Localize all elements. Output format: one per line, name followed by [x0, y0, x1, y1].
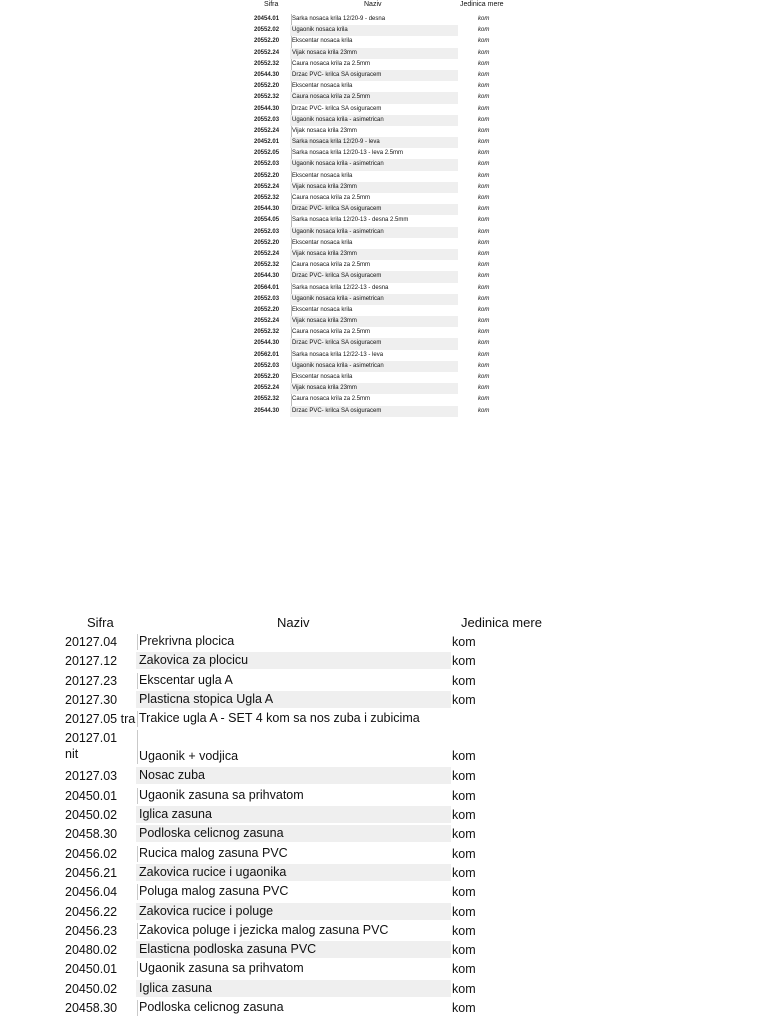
- cell-name: Sarka nosaca krila 12/22-13 - leva: [292, 351, 384, 358]
- table-row: [62, 959, 582, 978]
- cell-name: Ekscentar nosaca krila: [292, 374, 353, 380]
- parts-table-bottom: [62, 612, 582, 1016]
- cell-name: Sarka nosaca krila 12/22-13 - desna: [292, 284, 389, 291]
- table-row: [252, 104, 520, 115]
- cell-code: 20456.21: [65, 865, 138, 881]
- cell-code: 20552.20: [254, 171, 292, 182]
- table-row: [62, 766, 582, 785]
- cell-unit: kom: [478, 385, 490, 392]
- cell-code: 20127.05 tra: [65, 711, 138, 727]
- cell-name: Poluga malog zasuna PVC: [139, 884, 289, 899]
- table-row: [62, 940, 582, 959]
- cell-name: Zakovica poluge i jezicka malog zasuna PVC: [139, 922, 389, 937]
- cell-name: Caura nosaca krila za 2.5mm: [292, 60, 371, 67]
- cell-name: Ekscentar nosaca krila: [292, 306, 353, 313]
- cell-code: 20552.03: [254, 227, 292, 238]
- cell-unit: kom: [478, 250, 490, 257]
- cell-unit: kom: [452, 635, 476, 649]
- cell-name: Trakice ugla A - SET 4 kom sa nos zuba i zubicima: [139, 711, 420, 726]
- cell-unit: kom: [478, 161, 490, 168]
- table-body: [252, 14, 520, 417]
- table-row: [252, 59, 520, 70]
- cell-code: 20552.32: [254, 394, 292, 405]
- col-header-unit: Jedinica mere: [460, 1, 504, 8]
- col-header-code: Sifra: [87, 615, 114, 630]
- table-row: [252, 249, 520, 260]
- cell-unit: kom: [478, 295, 490, 302]
- cell-name: Drzac PVC- krilca SA osiguracem: [292, 105, 382, 112]
- cell-unit: kom: [452, 923, 476, 938]
- cell-unit: kom: [478, 262, 490, 269]
- cell-name: Zakovica rucice i ugaonika: [136, 864, 451, 881]
- cell-name: Elasticna podloska zasuna PVC: [136, 941, 451, 958]
- cell-code: 20552.20: [254, 81, 292, 92]
- cell-name: Vijak nosaca krila 23mm: [290, 182, 458, 193]
- table-row: [252, 92, 520, 103]
- cell-code: 20552.03: [254, 294, 292, 305]
- cell-unit: kom: [478, 195, 490, 201]
- cell-code: 20552.03: [254, 361, 292, 372]
- table-row: [252, 48, 520, 59]
- cell-name: Sarka nosaca krila 12/20-13 - desna 2.5mm: [292, 217, 409, 224]
- cell-name: Caura nosaca krila za 2.5mm: [290, 92, 458, 103]
- cell-name: Drzac PVC- krilca SA osiguracem: [290, 406, 458, 417]
- table-row: [62, 921, 582, 940]
- table-row: [252, 70, 520, 81]
- cell-code: 20450.01: [65, 788, 138, 804]
- cell-name: Ekscentar nosaca krila: [292, 172, 353, 179]
- table-row: [252, 372, 520, 383]
- table-row: [252, 25, 520, 36]
- table-row: [252, 115, 520, 126]
- cell-name: Vijak nosaca krila 23mm: [290, 316, 458, 327]
- table-row: [62, 863, 582, 882]
- cell-code: 20552.24: [254, 249, 292, 260]
- cell-code: 20554.05: [254, 215, 292, 226]
- cell-code: 20127.23: [65, 673, 138, 689]
- cell-code: 20562.01: [254, 350, 292, 361]
- cell-unit: kom: [452, 827, 476, 842]
- cell-unit: kom: [478, 351, 490, 358]
- cell-name: Ekscentar ugla A: [139, 672, 233, 687]
- table-row: [252, 271, 520, 282]
- cell-name: Zakovica za plocicu: [136, 652, 451, 669]
- cell-unit: kom: [478, 362, 490, 369]
- cell-name: Vijak nosaca krila 23mm: [292, 127, 357, 134]
- cell-name: Vijak nosaca krila 23mm: [290, 383, 458, 394]
- cell-code: 20127.12: [65, 653, 138, 669]
- cell-code: 20450.02: [65, 807, 138, 823]
- parts-table-top: [252, 0, 520, 414]
- cell-name: Iglica zasuna: [136, 980, 451, 997]
- cell-name: Iglica zasuna: [136, 806, 451, 823]
- table-row: [62, 844, 582, 863]
- table-row: [252, 260, 520, 271]
- cell-name: Vijak nosaca krila 23mm: [290, 249, 458, 260]
- cell-code: 20552.24: [254, 383, 292, 394]
- cell-unit: kom: [452, 981, 476, 996]
- cell-unit: kom: [478, 183, 490, 190]
- cell-code: 20452.01: [254, 137, 292, 148]
- cell-unit: kom: [452, 673, 476, 688]
- cell-unit: kom: [478, 217, 490, 224]
- cell-name: Sarka nosaca krila 12/20-9 - leva: [290, 137, 458, 148]
- cell-unit: kom: [478, 83, 490, 90]
- cell-code: 20456.04: [65, 884, 138, 900]
- table-row: [62, 786, 582, 805]
- cell-name: Ugaonik nosaca krila - asimetrican: [290, 361, 458, 372]
- cell-name: Ugaonik nosaca krila - asimetrican: [290, 294, 458, 305]
- cell-unit: kom: [478, 374, 490, 380]
- cell-unit: kom: [478, 49, 490, 56]
- cell-code: 20544.30: [254, 406, 292, 417]
- cell-unit: kom: [452, 769, 476, 784]
- cell-unit: kom: [478, 239, 490, 246]
- cell-unit: kom: [452, 962, 476, 977]
- cell-code: 20127.03: [65, 768, 138, 784]
- cell-unit: kom: [478, 150, 490, 157]
- col-header-unit: Jedinica mere: [461, 615, 542, 630]
- cell-unit: kom: [452, 1001, 476, 1016]
- cell-code: 20552.02: [254, 25, 292, 36]
- table-row: [252, 283, 520, 294]
- cell-unit: kom: [478, 172, 490, 179]
- cell-unit: kom: [478, 340, 490, 347]
- cell-name: Caura nosaca krila za 2.5mm: [292, 396, 371, 403]
- cell-code: 20564.01: [254, 283, 292, 294]
- cell-code: 20456.22: [65, 904, 138, 920]
- cell-name: Caura nosaca krila za 2.5mm: [292, 262, 371, 269]
- table-row: [62, 709, 582, 728]
- cell-name: Ugaonik + vodjica: [139, 749, 239, 764]
- table-header: [62, 612, 582, 632]
- cell-name: Caura nosaca krila za 2.5mm: [292, 329, 371, 336]
- cell-code: 20552.20: [254, 36, 292, 47]
- cell-unit: kom: [478, 318, 490, 325]
- cell-code: 20458.30: [65, 826, 138, 842]
- table-row: [252, 227, 520, 238]
- cell-unit: kom: [478, 71, 490, 78]
- table-row: [252, 182, 520, 193]
- cell-code: 20552.05: [254, 148, 292, 159]
- cell-unit: kom: [452, 749, 476, 764]
- cell-unit: kom: [478, 306, 490, 313]
- cell-unit: kom: [478, 16, 490, 22]
- cell-unit: kom: [478, 284, 490, 291]
- col-header-code: Sifra: [264, 1, 279, 8]
- table-row: [252, 238, 520, 249]
- cell-unit: kom: [452, 692, 476, 707]
- table-row: [252, 148, 520, 159]
- cell-unit: kom: [452, 885, 476, 900]
- cell-unit: kom: [452, 788, 476, 803]
- table-row: [62, 805, 582, 824]
- cell-code: 20450.02: [65, 981, 138, 997]
- cell-code: 20552.24: [254, 48, 292, 59]
- table-row: [252, 159, 520, 170]
- cell-code: 20127.01 nit: [65, 730, 138, 764]
- cell-code: 20127.04: [65, 634, 138, 650]
- cell-code: 20544.30: [254, 70, 292, 81]
- cell-code: 20456.23: [65, 923, 138, 939]
- cell-code: 20552.20: [254, 305, 292, 316]
- table-row: [252, 193, 520, 204]
- cell-unit: kom: [478, 273, 490, 280]
- cell-unit: kom: [452, 904, 476, 919]
- cell-name: Drzac PVC- krilca SA osiguracem: [290, 338, 458, 349]
- table-row: [252, 406, 520, 417]
- cell-name: Ugaonik nosaca krila - asimetrican: [290, 227, 458, 238]
- table-header: [252, 0, 520, 11]
- cell-name: Rucica malog zasuna PVC: [139, 845, 288, 860]
- cell-code: 20544.30: [254, 271, 292, 282]
- table-row: [252, 361, 520, 372]
- cell-name: Zakovica rucice i poluge: [136, 903, 451, 920]
- cell-name: Drzac PVC- krilca SA osiguracem: [290, 204, 458, 215]
- table-row: [62, 824, 582, 843]
- cell-code: 20552.20: [254, 238, 292, 249]
- table-row: [252, 215, 520, 226]
- cell-name: Ekscentar nosaca krila: [292, 239, 353, 246]
- cell-name: Drzac PVC- krilca SA osiguracem: [290, 271, 458, 282]
- cell-unit: kom: [478, 228, 490, 235]
- table-row: [252, 305, 520, 316]
- cell-unit: kom: [478, 27, 490, 34]
- cell-code: 20552.03: [254, 115, 292, 126]
- cell-code: 20544.30: [254, 204, 292, 215]
- cell-name: Plasticna stopica Ugla A: [136, 691, 451, 708]
- cell-code: 20127.30: [65, 692, 138, 708]
- cell-name: Podloska celicnog zasuna: [136, 825, 451, 842]
- cell-code: 20454.01: [254, 14, 292, 25]
- cell-name: Ugaonik zasuna sa prihvatom: [139, 787, 304, 802]
- cell-unit: kom: [478, 407, 490, 414]
- cell-unit: kom: [478, 60, 490, 67]
- cell-unit: kom: [452, 846, 476, 861]
- cell-name: Ugaonik nosaca krila: [290, 25, 458, 36]
- cell-code: 20552.32: [254, 92, 292, 103]
- cell-name: Ugaonik nosaca krila - asimetrican: [290, 159, 458, 170]
- cell-unit: kom: [478, 396, 490, 403]
- cell-code: 20552.32: [254, 327, 292, 338]
- cell-code: 20552.03: [254, 159, 292, 170]
- table-row: [252, 383, 520, 394]
- cell-name: Sarka nosaca krila 12/20-9 - desna: [292, 16, 386, 22]
- table-row: [252, 338, 520, 349]
- cell-unit: kom: [478, 329, 490, 336]
- table-row: [252, 81, 520, 92]
- cell-name: Caura nosaca krila za 2.5mm: [292, 195, 371, 201]
- cell-unit: kom: [478, 105, 490, 112]
- table-row: [62, 632, 582, 651]
- table-row: [62, 902, 582, 921]
- cell-code: 20450.01: [65, 961, 138, 977]
- cell-code: 20552.24: [254, 126, 292, 137]
- table-row: [62, 728, 582, 766]
- table-row: [252, 36, 520, 47]
- cell-code: 20552.32: [254, 59, 292, 70]
- table-row: [252, 14, 520, 25]
- cell-unit: kom: [478, 94, 490, 101]
- cell-unit: kom: [452, 808, 476, 823]
- cell-code: 20552.20: [254, 372, 292, 383]
- cell-code: 20458.30: [65, 1000, 138, 1016]
- cell-unit: kom: [478, 127, 490, 134]
- table-row: [252, 350, 520, 361]
- table-body: [62, 632, 582, 1017]
- cell-code: 20552.24: [254, 316, 292, 327]
- cell-unit: kom: [478, 139, 490, 146]
- cell-name: Ekscentar nosaca krila: [292, 83, 353, 90]
- cell-unit: kom: [478, 116, 490, 123]
- col-header-name: Naziv: [364, 1, 382, 8]
- table-row: [62, 671, 582, 690]
- cell-code: 20552.32: [254, 193, 292, 204]
- table-row: [252, 137, 520, 148]
- cell-unit: kom: [452, 865, 476, 880]
- cell-name: Vijak nosaca krila 23mm: [290, 48, 458, 59]
- table-row: [252, 204, 520, 215]
- cell-name: Ugaonik nosaca krila - asimetrican: [290, 115, 458, 126]
- col-header-name: Naziv: [277, 615, 310, 630]
- cell-unit: kom: [478, 38, 490, 45]
- cell-name: Ugaonik zasuna sa prihvatom: [139, 961, 304, 976]
- cell-code: 20552.32: [254, 260, 292, 271]
- table-row: [252, 126, 520, 137]
- cell-code: 20456.02: [65, 846, 138, 862]
- cell-code: 20544.30: [254, 104, 292, 115]
- table-row: [252, 316, 520, 327]
- cell-name: Nosac zuba: [136, 767, 451, 784]
- cell-unit: kom: [452, 654, 476, 669]
- cell-name: Sarka nosaca krila 12/20-13 - leva 2.5mm: [292, 150, 404, 157]
- table-row: [252, 171, 520, 182]
- table-row: [62, 882, 582, 901]
- cell-code: 20552.24: [254, 182, 292, 193]
- cell-name: Podloska celicnog zasuna: [139, 1000, 284, 1015]
- table-row: [252, 394, 520, 405]
- table-row: [62, 651, 582, 670]
- cell-unit: kom: [452, 943, 476, 958]
- cell-name: Ekscentar nosaca krila: [292, 38, 353, 45]
- table-row: [252, 294, 520, 305]
- table-row: [62, 979, 582, 998]
- cell-name: Drzac PVC- krilca SA osiguracem: [290, 70, 458, 81]
- table-row: [252, 327, 520, 338]
- table-row: [62, 998, 582, 1017]
- cell-code: 20544.30: [254, 338, 292, 349]
- table-row: [62, 690, 582, 709]
- cell-code: 20480.02: [65, 942, 138, 958]
- cell-unit: kom: [478, 206, 490, 213]
- cell-name: Prekrivna plocica: [139, 634, 235, 648]
